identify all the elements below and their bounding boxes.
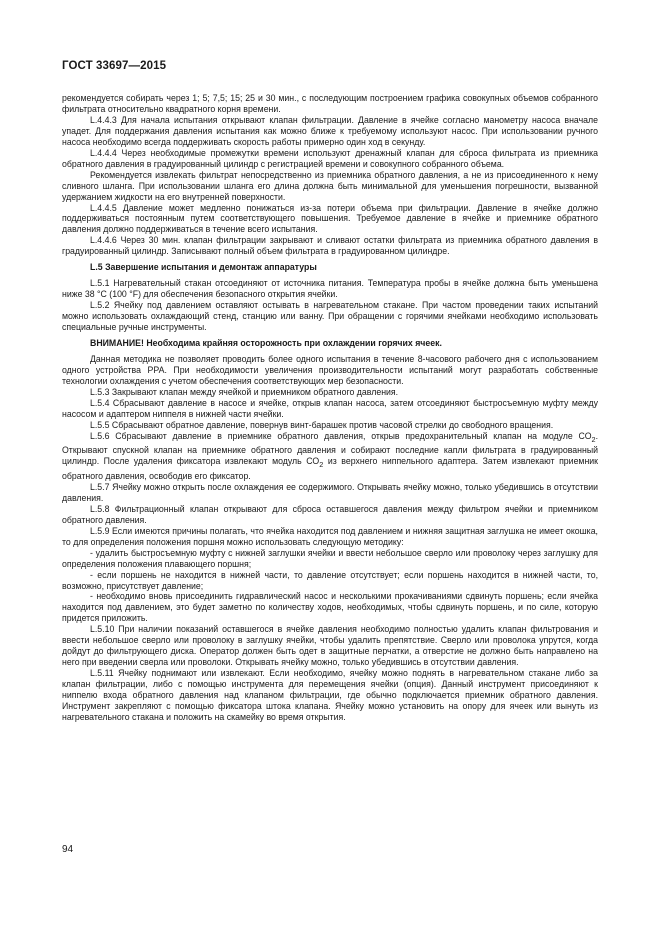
paragraph-L-4-4-5: L.4.4.5 Давление может медленно понижаться из-за потери объема при фильтрации. Давление в ячейке должно поддерживаться постоянным путем соответствующего повышения. Требуемое давление в ячейке и приемнике обратного давления должно поддерживаться в течение всего испытания. bbox=[62, 202, 598, 235]
list-item-reconnect-pump: - необходимо вновь присоединить гидравлический насос и несколькими прокачиваниями сдвинуть поршень; если ячейка находится под давлением, это будет заметно по количеству ходов, необходимых, чтобы сдвинуть поршень, и по силе, которую придется приложить. bbox=[62, 591, 598, 624]
paragraph-L-5-3: L.5.3 Закрывают клапан между ячейкой и приемником обратного давления. bbox=[90, 386, 399, 397]
paragraph-L-4-4-3: L.4.4.3 Для начала испытания открывают клапан фильтрации. Давление в ячейке согласно манометру насоса вначале упадет. Для поддержания давления испытания как можно ближе к требуемому используют насос. При использовании ручного насоса необходимо всегда поддерживать скорость работы примерно один ход в секунду. bbox=[62, 114, 598, 147]
document-body bbox=[62, 93, 598, 723]
paragraph-L-5-5: L.5.5 Сбрасывают обратное давление, повернув винт-барашек против часовой стрелки до свободного вращения. bbox=[90, 419, 554, 430]
paragraph-L-5-10: L.5.10 При наличии показаний оставшегося в ячейке давления необходимо полностью удалить клапан фильтрования и ввести небольшое сверло или проволоку в заглушку ячейки, чтобы удалить препятствие. Сверло или проволока упрутся, когда дойдут до фильтрующего диска. Оператор должен быть одет в защитные перчатки, а отверстие не должно быть направлено на него при введении сверла или проволоки. Открывать ячейку можно, только убедившись в отсутствии давления. bbox=[62, 624, 598, 668]
paragraph-L-4-4-4: L.4.4.4 Через необходимые промежутки времени используют дренажный клапан для сброса фильтрата из приемника обратного давления в градуированный цилиндр с регистрацией времени и совокупного собранного объема. bbox=[62, 147, 598, 169]
paragraph-L-5-1: L.5.1 Нагревательный стакан отсоединяют от источника питания. Температура пробы в ячейке должна быть уменьшена ниже 38 °С (100 °F) для обеспечения безопасного открытия ячейки. bbox=[62, 278, 598, 300]
co2-subscript-2: 2 bbox=[319, 460, 324, 470]
list-item-remove-coupling: - удалить быстросъемную муфту с нижней заглушки ячейки и ввести небольшое сверло или проволоку через заглушку для определения положения плавающего поршня; bbox=[62, 547, 598, 569]
paragraph-method-note: Данная методика не позволяет проводить более одного испытания в течение 8-часового рабочего дня с использованием одного устройства РРА. При необходимости увеличения производительности испытаний могут разработать собственные технологии охлаждения с учетом обеспечения соответствующих мер безопасности. bbox=[62, 353, 598, 386]
paragraph-L-5-7: L.5.7 Ячейку можно открыть после охлаждения ее содержимого. Открывать ячейку можно, только убедившись в отсутствии давления. bbox=[62, 481, 598, 503]
paragraph-L-4-4-6: L.4.4.6 Через 30 мин. клапан фильтрации закрывают и сливают остатки фильтрата из приемника обратного давления в градуированный цилиндр. Записывают полный объем фильтрата в градуированном цилиндре. bbox=[62, 235, 598, 257]
paragraph-L-5-2: L.5.2 Ячейку под давлением оставляют остывать в нагревательном стакане. При частом проведении таких испытаний можно использовать охлаждающий стенд, станцию или ванну. При обращении с горячими ячейками необходимо использовать специальные ручные инструменты. bbox=[62, 300, 598, 333]
co2-subscript-1: 2 bbox=[591, 434, 596, 444]
page-number: 94 bbox=[62, 844, 74, 855]
paragraph-L-5-8: L.5.8 Фильтрационный клапан открывают для сброса оставшегося давления между фильтром ячейки и приемником обратного давления. bbox=[62, 503, 598, 525]
paragraph-L-5-11: L.5.11 Ячейку поднимают или извлекают. Если необходимо, ячейку можно поднять в нагревательном стакане либо за клапан фильтрации, либо с помощью инструмента для перемещения ячейки (опция). Данный инструмент присоединяют к ниппелю входа обратного давления над клапаном фильтрации, где обычно подключается приемник обратного давления. Инструмент закрепляют с помощью фиксатора штока клапана. Ячейку можно установить на опору для ячеек или вынуть из нагревательного стакана и положить на скамейку во время открытия. bbox=[62, 668, 598, 722]
paragraph-recommendation: Рекомендуется извлекать фильтрат непосредственно из приемника обратного давления, а не из присоединенного к нему сливного шланга. При использовании шланга его длина должна быть минимальной для уменьшения погрешности, вызванной удержанием жидкости на его внутренней поверхности. bbox=[62, 169, 598, 202]
paragraph-L-5-6-part-a: L.5.6 Сбрасывают давление в приемнике обратного давления, открыв предохранительный клапан на модуле СО bbox=[90, 430, 592, 441]
paragraph-continuation: рекомендуется собирать через 1; 5; 7,5; 15; 25 и 30 мин., с последующим построением графика совокупных объемов собранного фильтрата относительно квадратного корня времени. bbox=[62, 93, 598, 114]
paragraph-L-5-6 bbox=[62, 431, 598, 482]
list-item-piston-position: - если поршень не находится в нижней части, то давление отсутствует; если поршень находится в нижней части, то, возможно, присутствует давление; bbox=[62, 569, 598, 591]
paragraph-L-5-9: L.5.9 Если имеются причины полагать, что ячейка находится под давлением и нижняя защитная заглушка не имеет окошка, то для определения положения поршня можно использовать следующую методику: bbox=[62, 525, 598, 547]
paragraph-L-5-6-part-b: . Открывают спускной клапан на приемнике обратного давления и собирают последние капли фильтрата в градуированный цилиндр. После удаления фиксатора извлекают модуль СО bbox=[62, 430, 598, 467]
paragraph-L-5-4: L.5.4 Сбрасывают давление в насосе и ячейке, открыв клапан насоса, затем отсоединяют быстросъемную муфту между насосом и адаптером ниппеля в нижней части ячейки. bbox=[62, 397, 598, 419]
page-header-standard-title: ГОСТ 33697—2015 bbox=[62, 60, 167, 72]
section-heading-L-5: L.5 Завершение испытания и демонтаж аппаратуры bbox=[90, 262, 317, 273]
paragraph-L-5-6-part-c: из верхнего ниппельного адаптера. Затем извлекают приемник обратного давления, освободив его фиксатор. bbox=[62, 456, 598, 481]
warning-heading: ВНИМАНИЕ! Необходима крайняя осторожность при охлаждении горячих ячеек. bbox=[90, 338, 442, 349]
